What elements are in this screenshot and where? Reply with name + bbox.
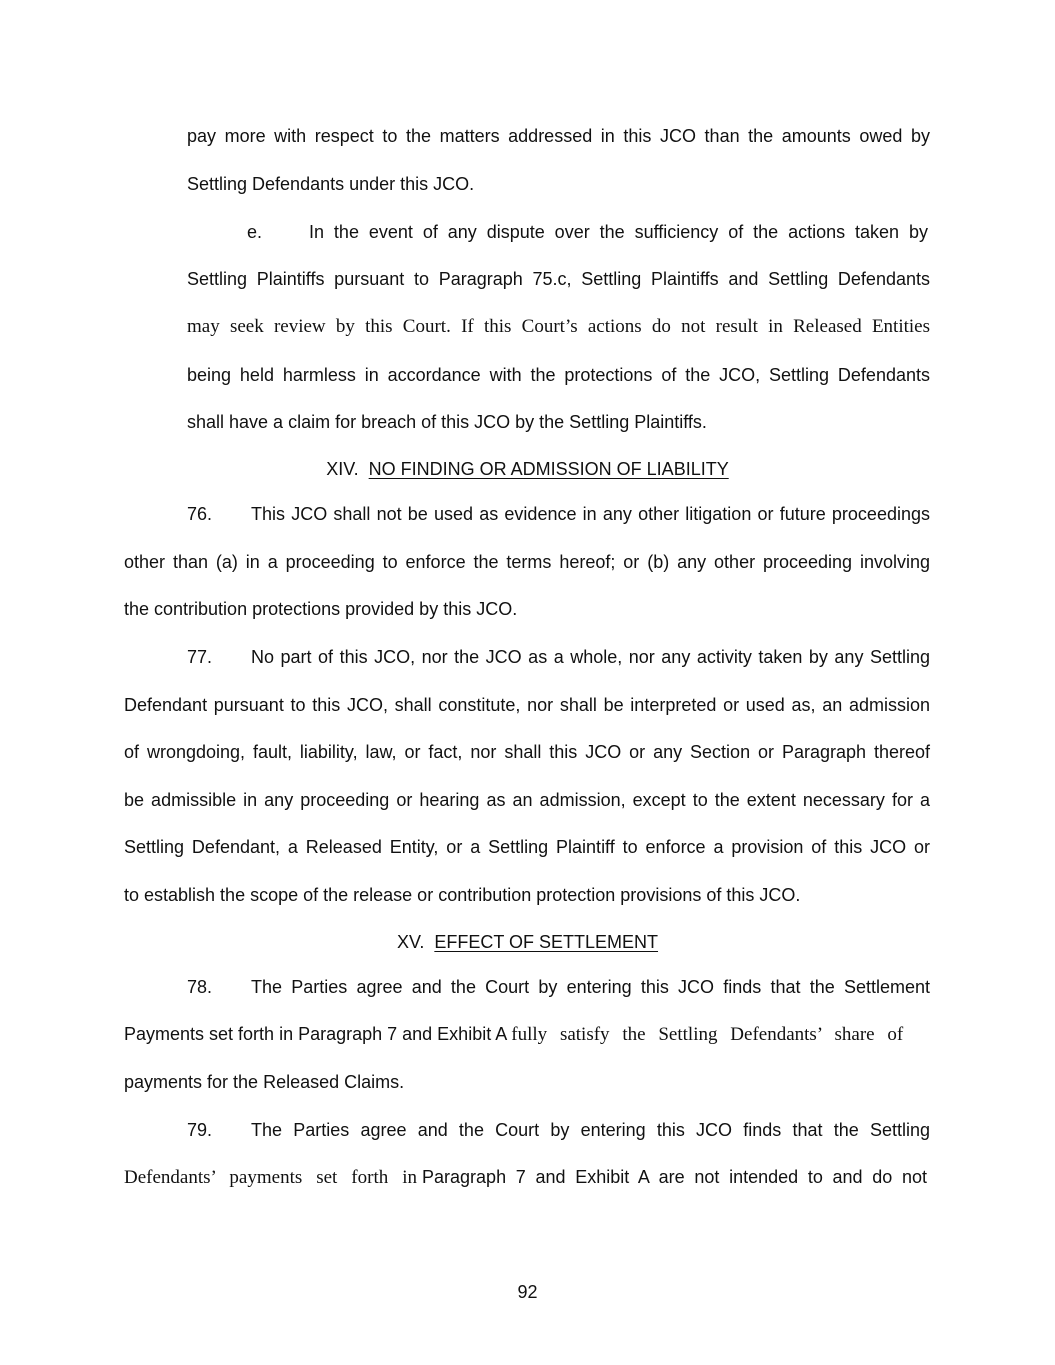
text-line: Settling Defendants under this JCO. xyxy=(187,174,475,194)
text-line: to establish the scope of the release or contribution protection provisions of this JCO. xyxy=(124,885,801,905)
paragraph-78-first-line xyxy=(187,974,930,1000)
paragraph-number: 78. xyxy=(187,977,213,997)
text-line-mixed xyxy=(124,1164,930,1190)
text-line: No part of this JCO, nor the JCO as a whole, nor any activity taken by any Settling xyxy=(251,647,930,667)
text-line: payments for the Released Claims. xyxy=(124,1072,405,1092)
paragraph-77-first-line xyxy=(187,644,930,670)
subparagraph-marker: e. xyxy=(247,222,263,242)
text-line: be admissible in any proceeding or hearing as an admission, except to the extent necessary for a xyxy=(124,790,930,810)
text-segment: Payments set forth in Paragraph 7 and Exhibit A xyxy=(124,1024,507,1044)
text-line: being held harmless in accordance with the protections of the JCO, Settling Defendants xyxy=(187,365,930,385)
text-line: shall have a claim for breach of this JCO by the Settling Plaintiffs. xyxy=(187,412,707,432)
section-heading-xiv xyxy=(0,456,1055,482)
subparagraph-e-first-line xyxy=(187,219,930,245)
section-title: NO FINDING OR ADMISSION OF LIABILITY xyxy=(368,459,729,479)
text-line: Settling Plaintiffs pursuant to Paragraph 75.c, Settling Plaintiffs and Settling Defendants xyxy=(187,269,930,289)
paragraph-76-first-line xyxy=(187,501,930,527)
section-heading-xv xyxy=(0,929,1055,955)
text-segment: Paragraph 7 and Exhibit A are not intended to and do not xyxy=(422,1167,928,1187)
section-number: XV. xyxy=(396,932,425,952)
text-line: the contribution protections provided by this JCO. xyxy=(124,599,518,619)
text-line-mixed xyxy=(124,1021,930,1047)
text-segment: Defendants’ payments set forth in xyxy=(124,1167,417,1188)
text-line: Defendant pursuant to this JCO, shall constitute, nor shall be interpreted or used as, an admission xyxy=(124,695,930,715)
text-line: The Parties agree and the Court by entering this JCO finds that the Settlement xyxy=(251,977,930,997)
paragraph-79-first-line xyxy=(187,1117,930,1143)
text-segment: fully satisfy the Settling Defendants’ share of xyxy=(511,1024,904,1045)
page-number: 92 xyxy=(517,1282,538,1302)
text-line: other than (a) in a proceeding to enforce the terms hereof; or (b) any other proceeding involving xyxy=(124,552,930,572)
paragraph-number: 77. xyxy=(187,647,213,667)
section-number: XIV. xyxy=(326,459,359,479)
text-line: In the event of any dispute over the sufficiency of the actions taken by xyxy=(309,222,928,242)
text-line: The Parties agree and the Court by entering this JCO finds that the Settling xyxy=(251,1120,930,1140)
text-line: of wrongdoing, fault, liability, law, or fact, nor shall this JCO or any Section or Paragraph thereof xyxy=(124,742,930,762)
paragraph-number: 76. xyxy=(187,504,213,524)
text-line: may seek review by this Court. If this Court’s actions do not result in Released Entities xyxy=(187,316,930,337)
paragraph-number: 79. xyxy=(187,1120,213,1140)
section-title: EFFECT OF SETTLEMENT xyxy=(434,932,659,952)
text-line: pay more with respect to the matters addressed in this JCO than the amounts owed by xyxy=(187,126,930,146)
text-line: This JCO shall not be used as evidence in any other litigation or future proceedings xyxy=(251,504,930,524)
text-line: Settling Defendant, a Released Entity, or a Settling Plaintiff to enforce a provision of this JCO or xyxy=(124,837,930,857)
